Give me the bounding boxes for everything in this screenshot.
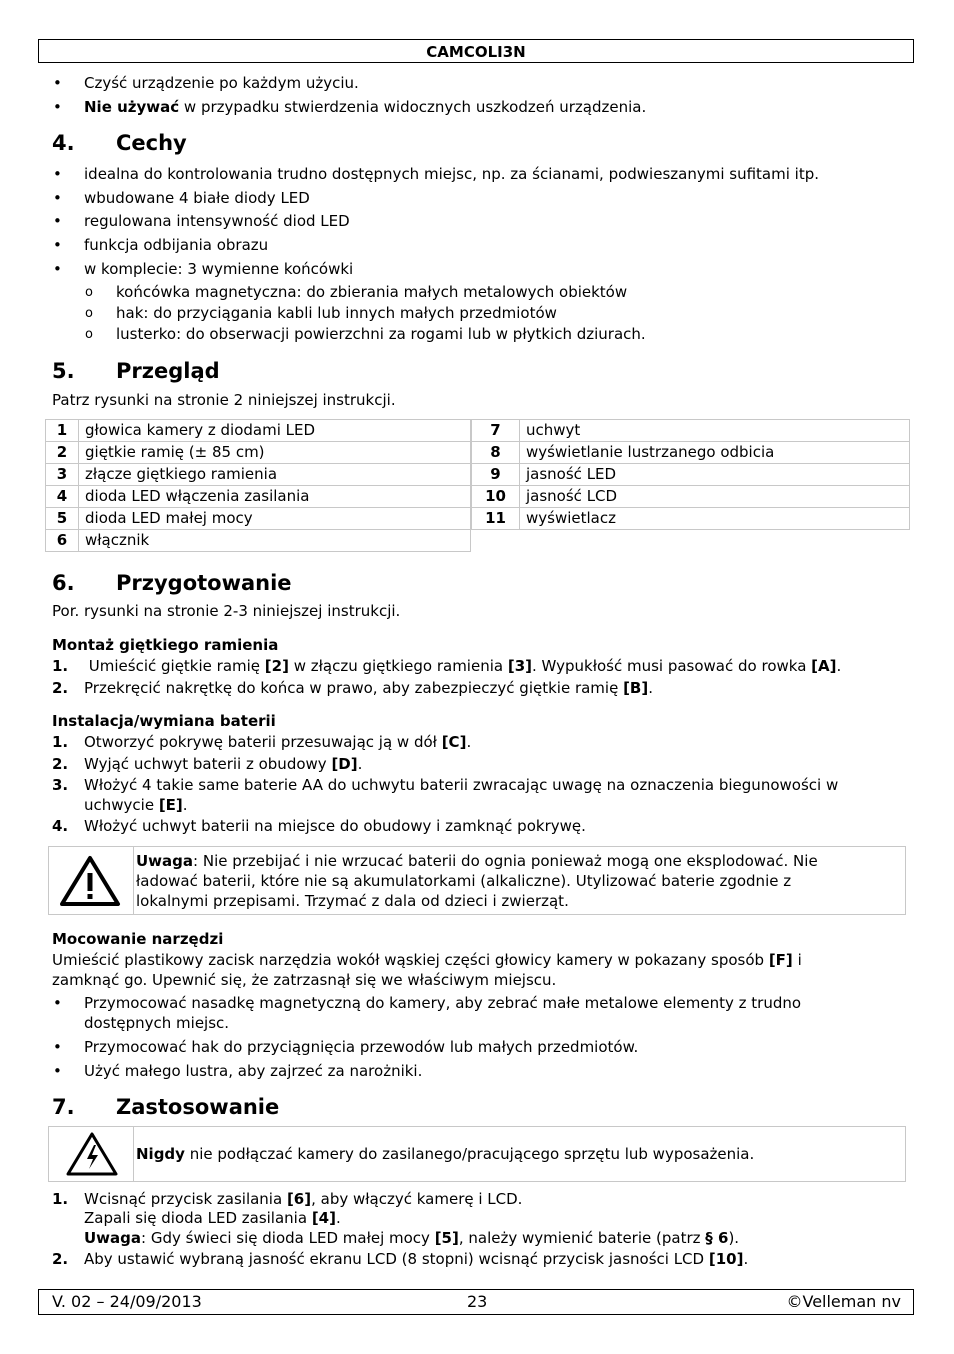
accessory-item: hak: do przyciągania kabli lub innych małych przedmiotów [116, 304, 557, 322]
step-number: 2. [52, 679, 69, 697]
part-number: 8 [472, 442, 520, 464]
part-label: jasność LED [520, 464, 910, 486]
bullet-marker: • [53, 212, 62, 230]
step-text-cont: uchwycie [E]. [84, 796, 188, 814]
bullet-marker: • [53, 1062, 62, 1080]
feature-item: w komplecie: 3 wymienne końcówki [84, 260, 354, 278]
step-number: 1. [52, 657, 69, 675]
bullet-marker: • [53, 236, 62, 254]
feature-item: idealna do kontrolowania trudno dostępnych miejsc, np. za ścianami, podwieszanymi sufitami itp. [84, 165, 819, 183]
electric-icon-cell [49, 1127, 134, 1181]
step-text-cont: Zapali się dioda LED zasilania [4]. [84, 1209, 341, 1227]
parts-table-right [471, 419, 910, 530]
footer-copyright: ©Velleman nv [786, 1292, 901, 1311]
step-text: Włożyć uchwyt baterii na miejsce do obudowy i zamknąć pokrywę. [84, 817, 586, 835]
bullet-marker: • [53, 994, 62, 1012]
table-row [46, 486, 471, 508]
electric-warning-text: Nigdy nie podłączać kamery do zasilanego/pracującego sprzętu lub wyposażenia. [136, 1145, 755, 1163]
tool-mounting-text-cont: zamknąć go. Upewnić się, że zatrzasnął się we właściwym miejscu. [52, 971, 557, 989]
part-label: giętkie ramię (± 85 cm) [79, 442, 471, 464]
step-text: Umieścić giętkie ramię [2] w złączu giętkiego ramienia [3]. Wypukłość musi pasować do rowka [A]. [84, 657, 842, 675]
table-row [472, 486, 910, 508]
step-number: 1. [52, 1190, 69, 1208]
table-row [46, 530, 471, 552]
intro-bullet-1: Czyść urządzenie po każdym użyciu. [84, 74, 359, 92]
bullet-marker: • [53, 189, 62, 207]
step-text: Wcisnąć przycisk zasilania [6], aby włączyć kamerę i LCD. [84, 1190, 523, 1208]
subheading-batteries: Instalacja/wymiana baterii [52, 712, 276, 730]
feature-item: regulowana intensywność diod LED [84, 212, 350, 230]
part-label: dioda LED małej mocy [79, 508, 471, 530]
footer [38, 1289, 914, 1315]
part-number: 5 [46, 508, 79, 530]
part-label: uchwyt [520, 420, 910, 442]
part-number: 10 [472, 486, 520, 508]
accessory-item: końcówka magnetyczna: do zbierania małych metalowych obiektów [116, 283, 628, 301]
step-text: Włożyć 4 takie same baterie AA do uchwytu baterii zwracając uwagę na oznaczenia biegunowości w [84, 776, 839, 794]
step-number: 2. [52, 755, 69, 773]
table-row [472, 508, 910, 530]
step-number: 1. [52, 733, 69, 751]
part-number: 4 [46, 486, 79, 508]
electric-hazard-icon [65, 1131, 119, 1177]
subheading-arm-mounting: Montaż giętkiego ramienia [52, 636, 279, 654]
table-row [472, 464, 910, 486]
part-label: jasność LCD [520, 486, 910, 508]
tool-mounting-text: Umieścić plastikowy zacisk narzędzia wokół wąskiej części głowicy kamery w pokazany sposób [F] i [52, 951, 802, 969]
tool-bullet-cont: dostępnych miejsc. [84, 1014, 230, 1032]
part-label: dioda LED włączenia zasilania [79, 486, 471, 508]
tool-bullet: Przymocować hak do przyciągnięcia przewodów lub małych przedmiotów. [84, 1038, 639, 1056]
part-number: 2 [46, 442, 79, 464]
sub-bullet-marker: o [85, 327, 93, 342]
feature-item: funkcja odbijania obrazu [84, 236, 269, 254]
step-text: Wyjąć uchwyt baterii z obudowy [D]. [84, 755, 363, 773]
step-number: 3. [52, 776, 69, 794]
step-text: Aby ustawić wybraną jasność ekranu LCD (8 stopni) wcisnąć przycisk jasności LCD [10]. [84, 1250, 749, 1268]
warning-icon [59, 855, 121, 907]
preparation-intro: Por. rysunki na stronie 2-3 niniejszej instrukcji. [52, 602, 401, 620]
feature-item: wbudowane 4 białe diody LED [84, 189, 310, 207]
overview-intro: Patrz rysunki na stronie 2 niniejszej instrukcji. [52, 391, 396, 409]
bullet-marker: • [53, 74, 62, 92]
part-label: wyświetlanie lustrzanego odbicia [520, 442, 910, 464]
subheading-tool-mounting: Mocowanie narzędzi [52, 930, 224, 948]
table-row [472, 420, 910, 442]
step-text: Otworzyć pokrywę baterii przesuwając ją w dół [C]. [84, 733, 472, 751]
part-number: 7 [472, 420, 520, 442]
part-number: 1 [46, 420, 79, 442]
step-number: 2. [52, 1250, 69, 1268]
accessory-item: lusterko: do obserwacji powierzchni za rogami lub w płytkich dziurach. [116, 325, 646, 343]
tool-bullet: Przymocować nasadkę magnetyczną do kamery, aby zebrać małe metalowe elementy z trudno [84, 994, 802, 1012]
bullet-marker: • [53, 1038, 62, 1056]
bullet-marker: • [53, 98, 62, 116]
battery-warning-box [48, 846, 906, 915]
parts-table-left [45, 419, 471, 552]
part-label: włącznik [79, 530, 471, 552]
part-label: złącze giętkiego ramienia [79, 464, 471, 486]
table-row [46, 420, 471, 442]
part-label: wyświetlacz [520, 508, 910, 530]
table-row [46, 464, 471, 486]
warning-icon-cell [49, 847, 134, 914]
part-number: 11 [472, 508, 520, 530]
step-note: Uwaga: Gdy świeci się dioda LED małej mocy [5], należy wymienić baterie (patrz § 6). [84, 1229, 740, 1247]
part-number: 9 [472, 464, 520, 486]
header-title: CAMCOLI3N [38, 39, 914, 63]
step-number: 4. [52, 817, 69, 835]
page-number: 23 [467, 1292, 488, 1311]
intro-bullet-2: Nie używać w przypadku stwierdzenia widocznych uszkodzeń urządzenia. [84, 98, 647, 116]
tool-bullet: Użyć małego lustra, aby zajrzeć za narożniki. [84, 1062, 423, 1080]
electric-warning-box [48, 1126, 906, 1182]
table-row [46, 442, 471, 464]
footer-version: V. 02 – 24/09/2013 [52, 1292, 202, 1311]
sub-bullet-marker: o [85, 285, 93, 300]
bullet-marker: • [53, 260, 62, 278]
bullet-marker: • [53, 165, 62, 183]
table-row [46, 508, 471, 530]
part-number: 6 [46, 530, 79, 552]
part-number: 3 [46, 464, 79, 486]
step-text: Przekręcić nakrętkę do końca w prawo, aby zabezpieczyć giętkie ramię [B]. [84, 679, 654, 697]
battery-warning-text: Uwaga: Nie przebijać i nie wrzucać baterii do ognia ponieważ mogą one eksplodować. Nie ładować baterii, które nie są akumulatorkami (alkaliczne). Utylizować baterie zgodnie z lokalnymi przepisami. Trzymać z dala od dzieci i zwierząt. [136, 852, 818, 910]
part-label: głowica kamery z diodami LED [79, 420, 471, 442]
sub-bullet-marker: o [85, 306, 93, 321]
table-row [472, 442, 910, 464]
